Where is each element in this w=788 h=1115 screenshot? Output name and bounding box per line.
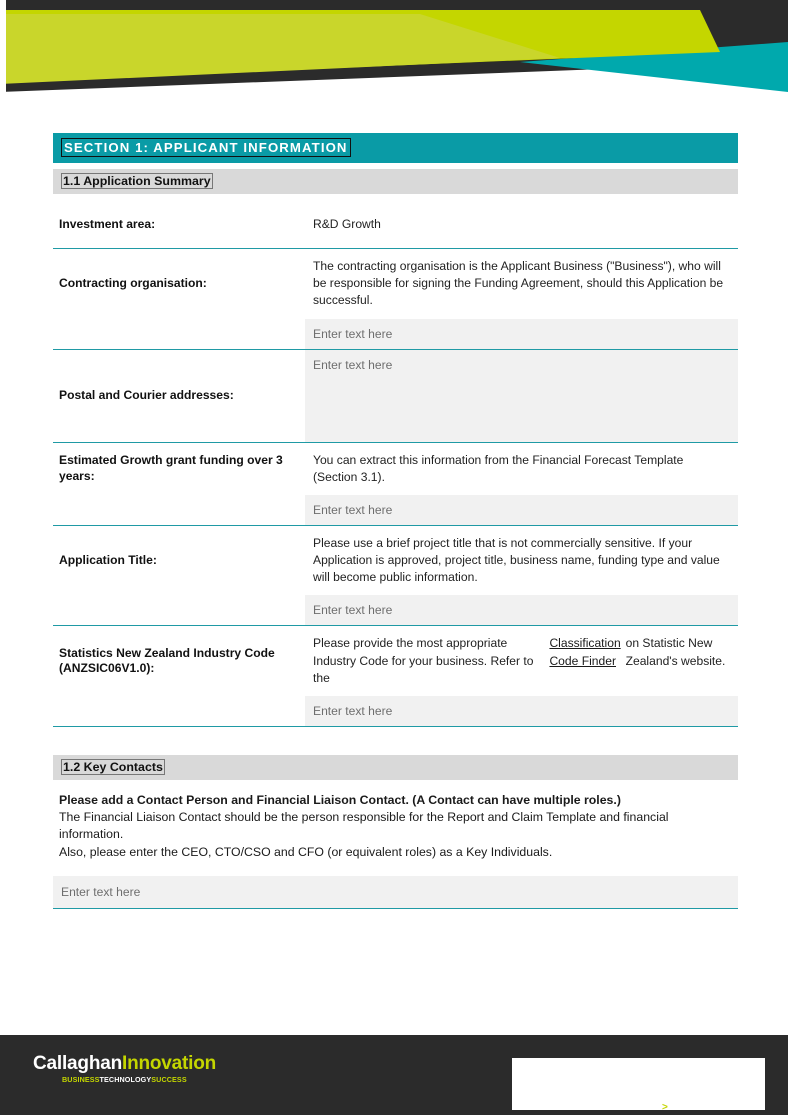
row-body: R&D Growth bbox=[313, 217, 381, 232]
entry-spacer bbox=[53, 696, 305, 726]
header-graphic-band bbox=[0, 0, 788, 92]
section-title-text: SECTION 1: APPLICANT INFORMATION bbox=[64, 140, 348, 155]
logo-text-callaghan: Callaghan bbox=[33, 1053, 122, 1074]
text-entry-field[interactable]: Enter text here bbox=[305, 319, 738, 349]
spacer bbox=[53, 194, 738, 202]
key-contacts-line-2: The Financial Liaison Contact should be the person responsible for the Report and Claim Template and financial information. bbox=[59, 810, 669, 842]
table-row bbox=[53, 202, 738, 249]
row-body: The contracting organisation is the Applicant Business ("Business"), who will be responsible for signing the Funding Agreement, should this Application be successful. bbox=[313, 259, 724, 308]
tagline-technology: TECHNOLOGY bbox=[99, 1075, 152, 1084]
header-shapes bbox=[0, 0, 788, 92]
row-label: Investment area: bbox=[59, 217, 156, 232]
row-label: Estimated Growth grant funding over 3 years: bbox=[59, 453, 283, 483]
row-label: Statistics New Zealand Industry Code (ANZSIC06V1.0): bbox=[59, 645, 275, 676]
tagline-success: SUCCESS bbox=[151, 1075, 187, 1084]
row-label: Postal and Courier addresses: bbox=[59, 387, 234, 402]
entry-spacer bbox=[53, 319, 305, 349]
tagline-business: BUSINESS bbox=[62, 1075, 100, 1084]
chevron-right-icon: > bbox=[662, 1102, 668, 1113]
table-row bbox=[53, 443, 738, 495]
subsection-key-contacts-label: 1.2 Key Contacts bbox=[63, 759, 163, 774]
subsection-application-summary-label: 1.1 Application Summary bbox=[63, 174, 211, 188]
key-contacts-line-bold: Please add a Contact Person and Financial Liaison Contact. (A Contact can have multiple roles.) bbox=[59, 792, 621, 807]
footer-white-box bbox=[512, 1058, 765, 1113]
row-label: Contracting organisation: bbox=[59, 276, 207, 291]
row-body: Please use a brief project title that is not commercially sensitive. If your Application is approved, project title, business name, funding type and value will become public information. bbox=[313, 535, 720, 585]
spacer bbox=[53, 727, 738, 749]
classification-code-finder-link[interactable]: Classification Code Finder bbox=[549, 636, 621, 668]
table-row bbox=[53, 350, 738, 442]
text-entry-field[interactable]: Enter text here bbox=[305, 495, 738, 525]
subsection-application-summary bbox=[53, 169, 738, 194]
row-label: Application Title: bbox=[59, 552, 157, 567]
subsection-key-contacts bbox=[53, 755, 738, 780]
row-body: You can extract this information from the Financial Forecast Template (Section 3.1). bbox=[313, 452, 684, 484]
key-contacts-entry-field[interactable]: Enter text here bbox=[53, 876, 738, 909]
text-entry-field[interactable]: Enter text here bbox=[305, 350, 738, 442]
text-entry-field[interactable]: Enter text here bbox=[305, 696, 738, 726]
table-row bbox=[53, 249, 738, 319]
row-body-text-after-link: on Statistic New Zealand's website. bbox=[625, 636, 726, 668]
table-row bbox=[53, 626, 738, 696]
table-row bbox=[53, 526, 738, 596]
section-title bbox=[53, 133, 738, 163]
entry-row bbox=[53, 595, 738, 626]
row-body-text-before-link: Please provide the most appropriate Industry Code for your business. Refer to the bbox=[313, 636, 534, 685]
entry-row bbox=[53, 696, 738, 727]
document-content bbox=[53, 133, 738, 909]
logo-text-innovation: Innovation bbox=[122, 1053, 217, 1074]
application-summary-table bbox=[53, 194, 738, 727]
entry-row bbox=[53, 495, 738, 526]
entry-row bbox=[53, 319, 738, 350]
row-body bbox=[305, 626, 738, 696]
page-footer bbox=[0, 1035, 788, 1115]
callaghan-innovation-logo bbox=[33, 1053, 216, 1075]
key-contacts-line-3: Also, please enter the CEO, CTO/CSO and CFO (or equivalent roles) as a Key Individuals. bbox=[59, 844, 553, 859]
footer-tagline bbox=[62, 1075, 187, 1084]
entry-spacer bbox=[53, 495, 305, 525]
text-entry-field[interactable]: Enter text here bbox=[305, 595, 738, 625]
key-contacts-instructions bbox=[53, 780, 738, 867]
entry-spacer bbox=[53, 595, 305, 625]
